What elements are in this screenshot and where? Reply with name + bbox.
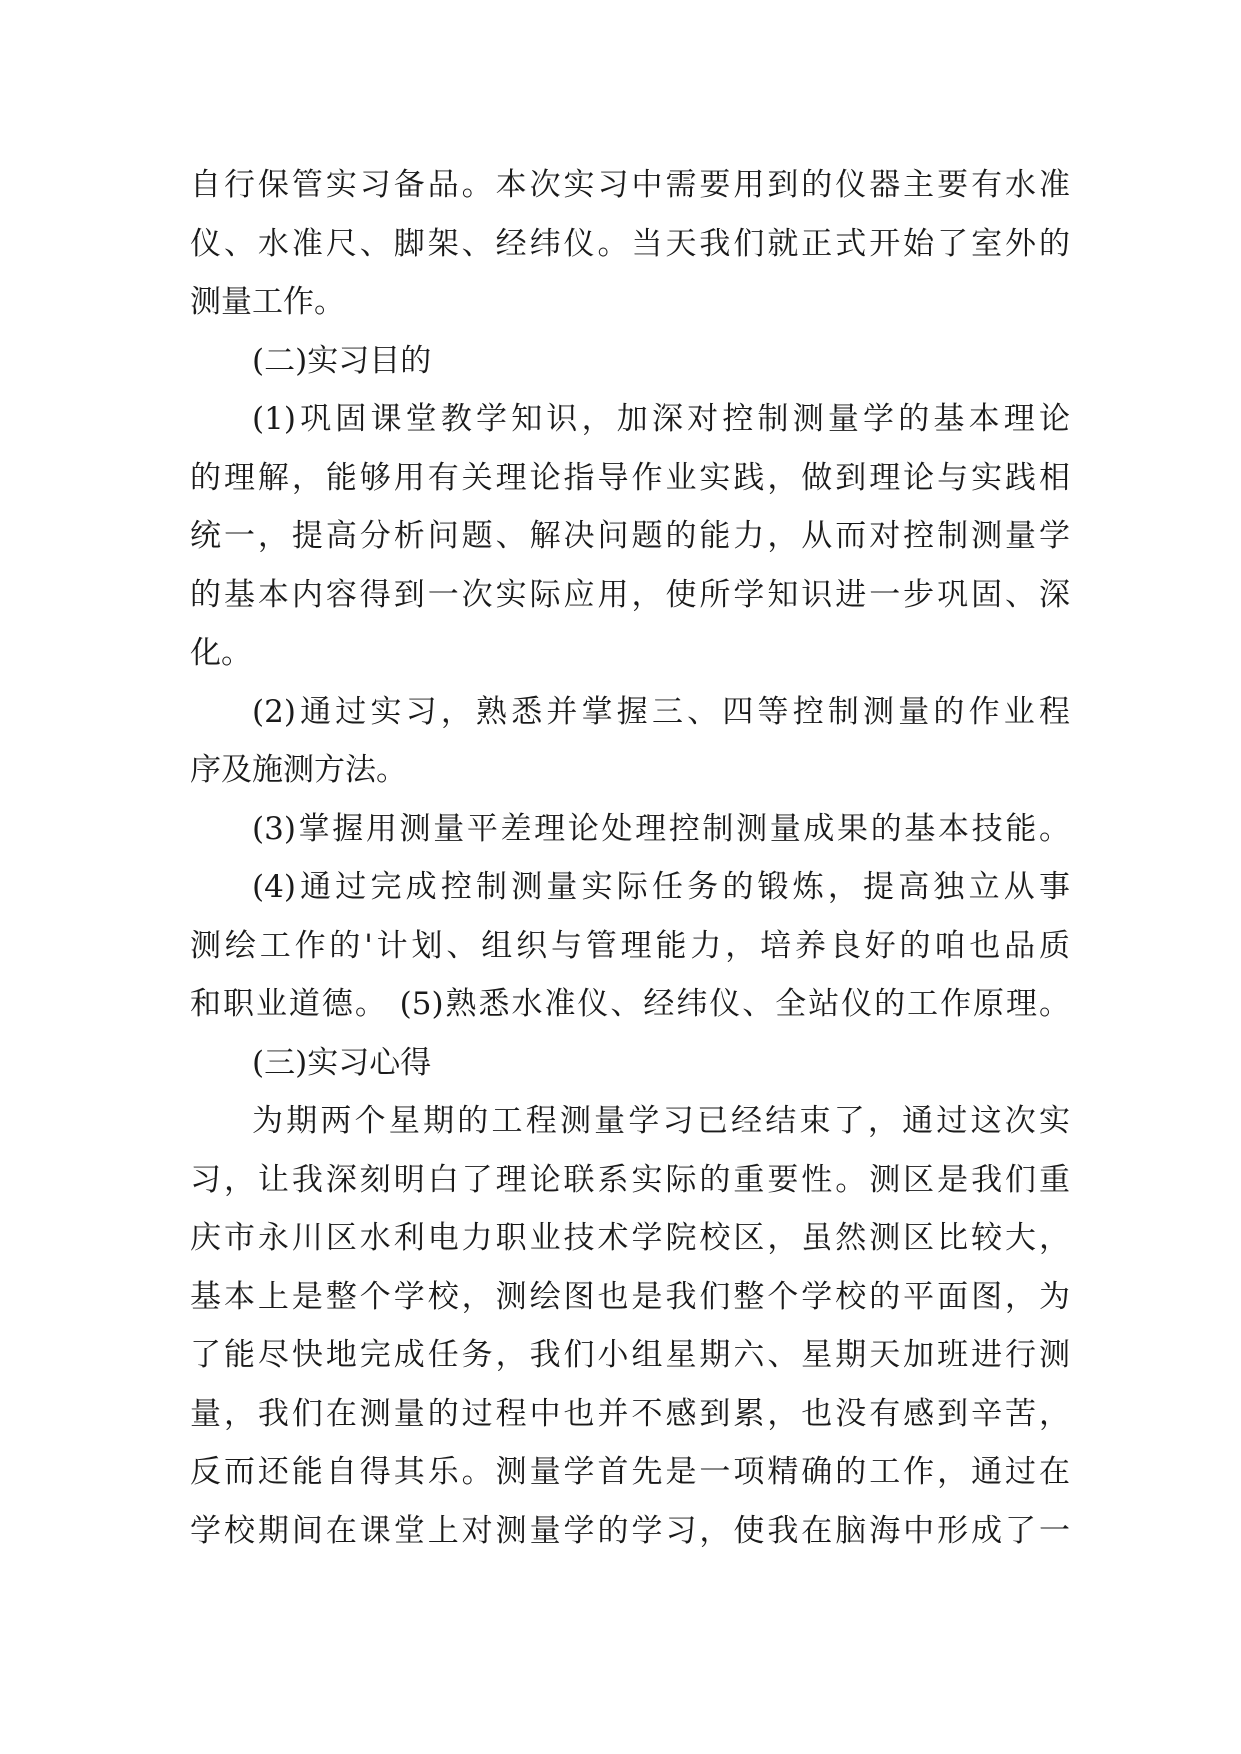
text-line: (2)通过实习，熟悉并掌握三、四等控制测量的作业程 bbox=[252, 693, 1070, 730]
text-line: 和职业道德。 (5)熟悉水准仪、经纬仪、全站仪的工作原理。 bbox=[190, 986, 1070, 1022]
text-line: (1)巩固课堂教学知识，加深对控制测量学的基本理论 bbox=[252, 401, 1070, 437]
text-line: 量，我们在测量的过程中也并不感到累，也没有感到辛苦， bbox=[190, 1395, 1070, 1432]
text-line: 测量工作。 bbox=[190, 284, 345, 320]
text-line: 为期两个星期的工程测量学习已经结束了，通过这次实 bbox=[252, 1103, 1070, 1139]
text-line: 测绘工作的'计划、组织与管理能力，培养良好的咱也品质 bbox=[190, 927, 1070, 964]
text-line: 的基本内容得到一次实际应用，使所学知识进一步巩固、深 bbox=[190, 576, 1070, 613]
text-line: 序及施测方法。 bbox=[190, 752, 407, 788]
text-line: 反而还能自得其乐。测量学首先是一项精确的工作，通过在 bbox=[190, 1454, 1070, 1490]
text-line: 仪、水准尺、脚架、经纬仪。当天我们就正式开始了室外的 bbox=[190, 225, 1070, 262]
text-line: (3)掌握用测量平差理论处理控制测量成果的基本技能。 bbox=[252, 810, 1070, 847]
text-line: 统一，提高分析问题、解决问题的能力，从而对控制测量学 bbox=[190, 518, 1070, 554]
text-line: 的理解，能够用有关理论指导作业实践，做到理论与实践相 bbox=[190, 459, 1070, 496]
text-line: 化。 bbox=[190, 635, 252, 671]
document-body bbox=[190, 156, 1070, 1560]
text-line: 了能尽快地完成任务，我们小组星期六、星期天加班进行测 bbox=[190, 1337, 1070, 1373]
text-line: (4)通过完成控制测量实际任务的锻炼，提高独立从事 bbox=[252, 869, 1070, 905]
section-heading: (三)实习心得 bbox=[252, 1044, 432, 1081]
text-line: 学校期间在课堂上对测量学的学习，使我在脑海中形成了一 bbox=[190, 1512, 1070, 1549]
text-line: 习，让我深刻明白了理论联系实际的重要性。测区是我们重 bbox=[190, 1161, 1070, 1198]
text-line: 基本上是整个学校，测绘图也是我们整个学校的平面图，为 bbox=[190, 1278, 1070, 1315]
section-heading: (二)实习目的 bbox=[252, 342, 432, 379]
text-line: 庆市永川区水利电力职业技术学院校区，虽然测区比较大， bbox=[190, 1220, 1070, 1256]
text-line: 自行保管实习备品。本次实习中需要用到的仪器主要有水准 bbox=[190, 167, 1070, 203]
